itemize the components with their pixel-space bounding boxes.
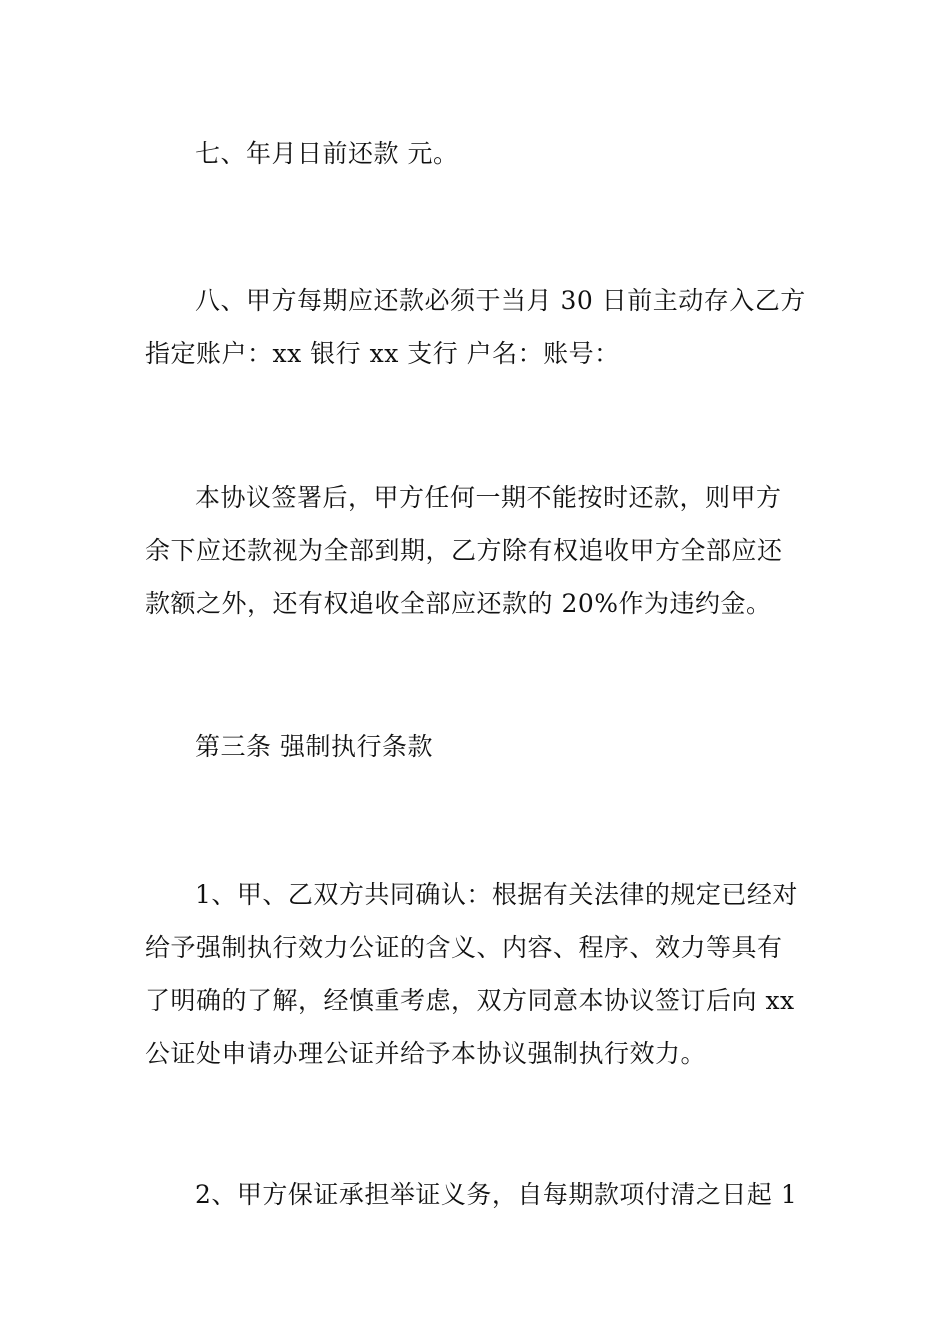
paragraph-line: 2、甲方保证承担举证义务，自每期款项付清之日起 1 [195,1180,798,1209]
clause-seven-paragraph [145,127,810,180]
article-three-heading [145,720,810,773]
paragraph-line: 指定账户：xx 银行 xx 支行 户名：账号： [145,339,620,368]
paragraph-line: 余下应还款视为全部到期，乙方除有权追收甲方全部应还 [145,536,783,565]
paragraph-line: 公证处申请办理公证并给予本协议强制执行效力。 [145,1039,707,1068]
paragraph-line: 给予强制执行效力公证的含义、内容、程序、效力等具有 [145,933,783,962]
article-three-item-two [145,1168,810,1221]
paragraph-line: 1、甲、乙双方共同确认：根据有关法律的规定已经对 [195,880,798,909]
paragraph-line: 七、年月日前还款 元。 [195,139,459,168]
paragraph-line: 第三条 强制执行条款 [195,732,433,761]
default-penalty-paragraph [145,471,810,630]
paragraph-line: 本协议签署后，甲方任何一期不能按时还款，则甲方 [195,483,782,512]
paragraph-line: 了明确的了解，经慎重考虑，双方同意本协议签订后向 xx [145,986,795,1015]
paragraph-line: 八、甲方每期应还款必须于当月 30 日前主动存入乙方 [195,286,806,315]
paragraph-line: 款额之外，还有权追收全部应还款的 20%作为违约金。 [145,589,772,618]
clause-eight-paragraph [145,274,810,380]
article-three-item-one [145,868,810,1080]
